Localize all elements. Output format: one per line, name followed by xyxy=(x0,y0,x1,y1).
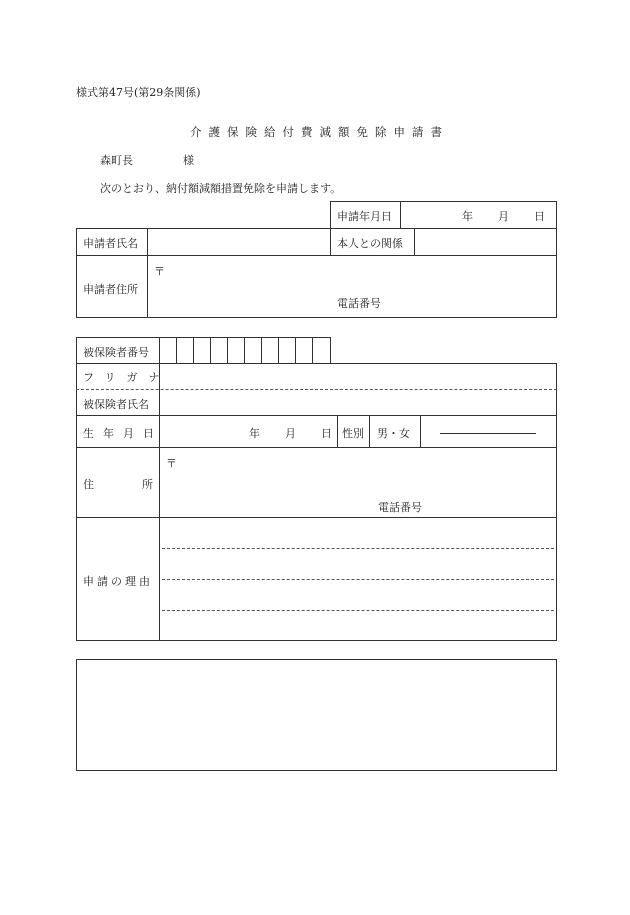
relation-label: 本人との関係 xyxy=(337,237,403,250)
insured-phone-field[interactable] xyxy=(430,494,555,516)
application-date-year: 年 xyxy=(462,210,473,223)
application-date-label: 申請年月日 xyxy=(337,210,392,223)
insured-number-digit[interactable] xyxy=(245,338,260,363)
reason-label: 申請の理由 xyxy=(83,575,153,588)
applicant-postal-mark: 〒 xyxy=(154,265,165,278)
page-title: 介護保険給付費減額免除申請書 xyxy=(190,125,449,139)
insured-number-digit[interactable] xyxy=(211,338,226,363)
application-date-day: 日 xyxy=(534,210,545,223)
furigana-label: フリガナ xyxy=(83,371,171,384)
insured-address-field[interactable] xyxy=(160,448,556,492)
insured-number-digit[interactable] xyxy=(177,338,192,363)
insured-name-field[interactable] xyxy=(160,390,556,414)
insured-number-digit[interactable] xyxy=(313,338,330,363)
applicant-name-field[interactable] xyxy=(148,229,329,254)
addressee-name: 森町長 xyxy=(100,154,133,167)
insured-postal-mark: 〒 xyxy=(166,457,177,470)
sex-label: 性別 xyxy=(342,427,364,440)
insured-phone-label: 電話番号 xyxy=(378,501,422,514)
insured-number-digit[interactable] xyxy=(194,338,209,363)
application-date-field[interactable] xyxy=(401,202,556,228)
sex-options[interactable]: 男・女 xyxy=(377,427,410,440)
application-date-month: 月 xyxy=(498,210,509,223)
insured-address-label-2: 所 xyxy=(142,478,153,491)
applicant-address-field[interactable] xyxy=(148,256,556,292)
intro-text: 次のとおり、納付額減額措置免除を申請します。 xyxy=(100,182,342,195)
insured-address-label-1: 住 xyxy=(83,478,94,491)
insured-number-digit[interactable] xyxy=(228,338,243,363)
relation-field[interactable] xyxy=(415,229,556,254)
applicant-phone-field[interactable] xyxy=(390,292,555,316)
birth-date-month: 月 xyxy=(285,427,296,440)
birth-date-field[interactable] xyxy=(160,416,336,446)
addressee-honorific: 様 xyxy=(183,154,194,167)
sex-other-field[interactable] xyxy=(421,416,556,446)
insured-number-digit[interactable] xyxy=(160,338,175,363)
insured-name-label: 被保険者氏名 xyxy=(83,398,149,411)
insured-number-label: 被保険者番号 xyxy=(83,346,149,359)
applicant-name-label: 申請者氏名 xyxy=(83,237,138,250)
insured-number-digit[interactable] xyxy=(262,338,277,363)
furigana-field[interactable] xyxy=(160,364,556,388)
birth-date-label: 生年月日 xyxy=(83,427,163,440)
insured-number-digit[interactable] xyxy=(279,338,294,363)
birth-date-year: 年 xyxy=(249,427,260,440)
insured-number-digit[interactable] xyxy=(296,338,311,363)
form-number: 様式第47号(第29条関係) xyxy=(76,86,201,99)
reason-field[interactable] xyxy=(160,518,556,640)
notes-box[interactable] xyxy=(76,659,557,771)
applicant-phone-label: 電話番号 xyxy=(337,297,381,310)
applicant-address-label: 申請者住所 xyxy=(83,283,138,296)
birth-date-day: 日 xyxy=(321,427,332,440)
